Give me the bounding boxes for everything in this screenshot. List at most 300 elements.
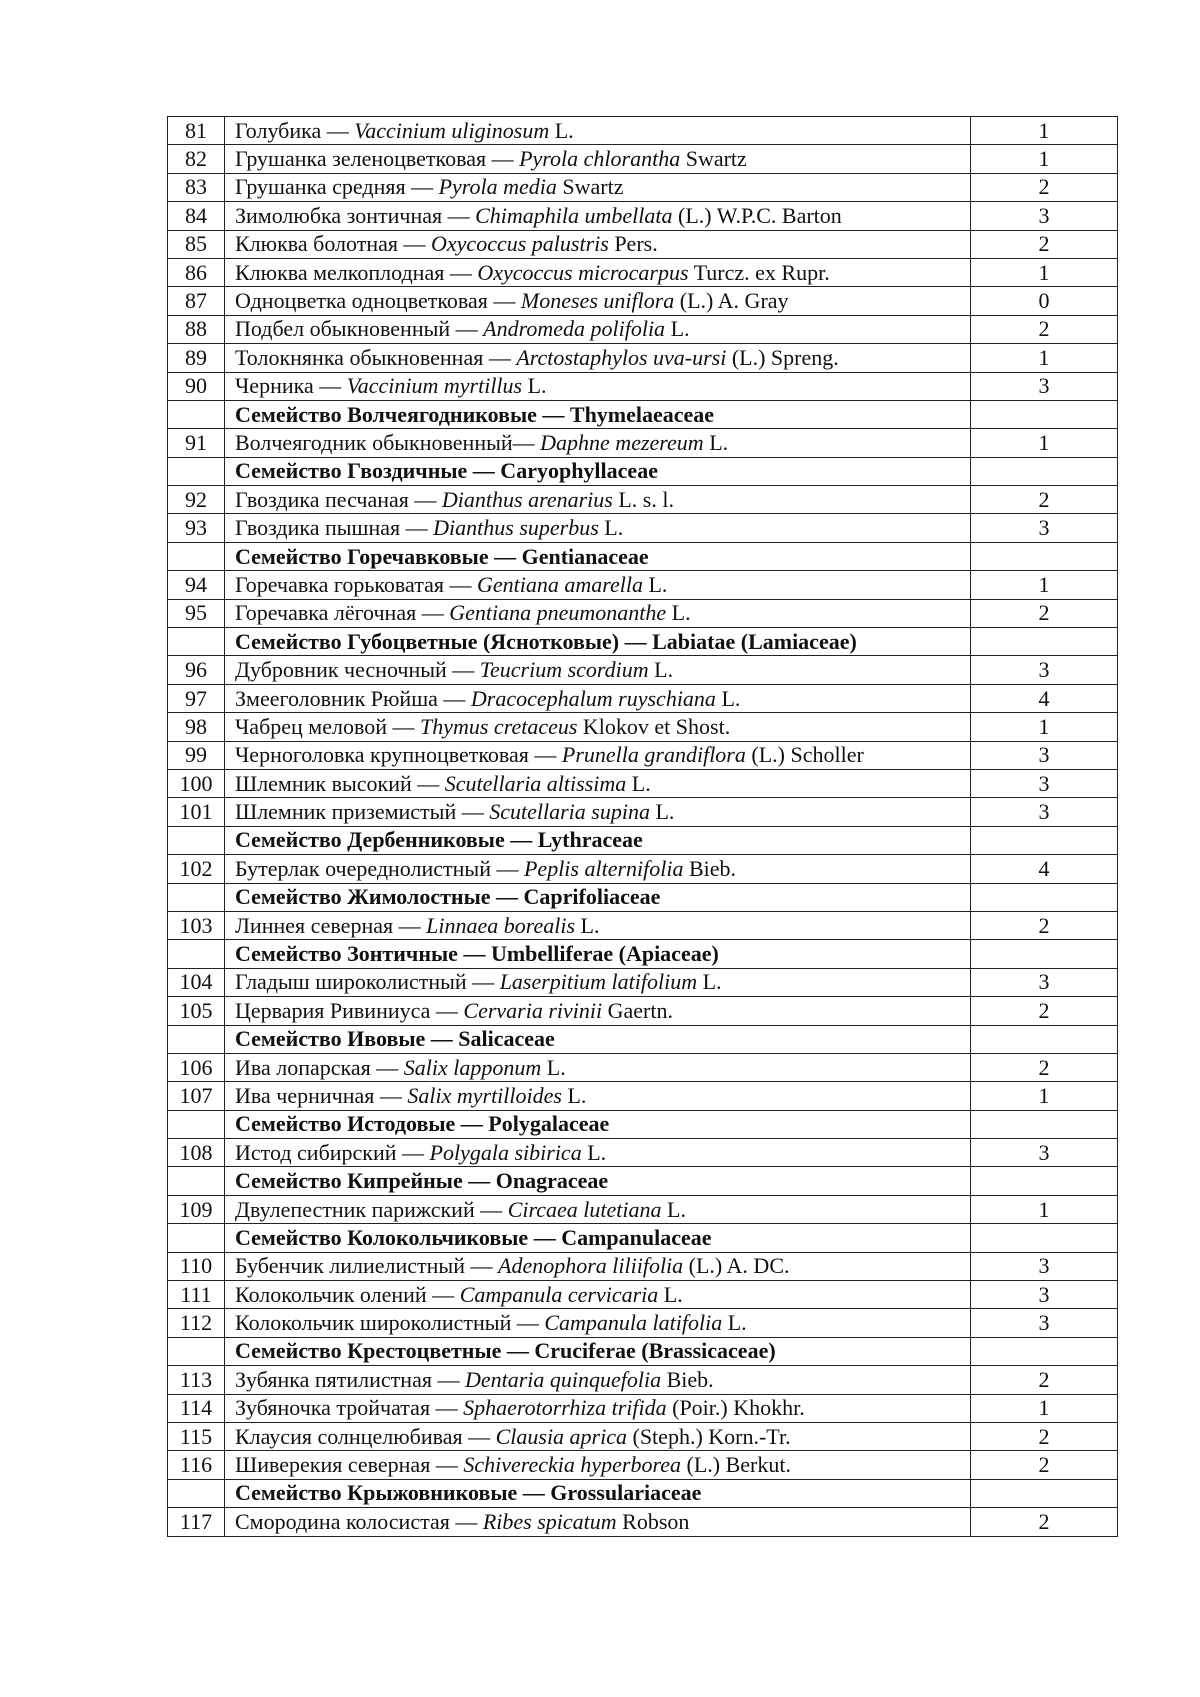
russian-name: Клаусия солнцелюбивая — [235,1423,496,1449]
family-header-row [168,457,1118,485]
russian-name: Черника — [235,373,347,399]
author-citation: Pers. [608,231,658,257]
species-name [225,344,971,372]
latin-name: Salix lapponum [403,1054,542,1080]
author-citation: Bieb. [683,855,737,881]
status-category: 2 [971,599,1118,627]
species-name [225,571,971,599]
row-number-cell [168,542,225,570]
species-row [168,1309,1118,1337]
row-number: 84 [168,202,225,230]
latin-name: Gentiana amarella [476,571,643,597]
russian-name: Голубика — [235,117,355,143]
status-category: 3 [971,741,1118,769]
species-name [225,1309,971,1337]
species-row [168,372,1118,400]
status-category: 2 [971,1366,1118,1394]
author-citation: L. [549,117,574,143]
species-name [225,1394,971,1422]
family-header-row [168,826,1118,854]
status-category: 2 [971,486,1118,514]
status-category: 1 [971,258,1118,286]
russian-name: Зубяночка тройчатая — [235,1395,464,1421]
family-header-row [168,940,1118,968]
author-citation: L. [648,657,674,683]
latin-name: Sphaerotorrhiza trifida [463,1395,667,1421]
status-category: 3 [971,514,1118,542]
species-row [168,230,1118,258]
status-category: 3 [971,769,1118,797]
species-row [168,713,1118,741]
family-name: Семейство Крыжовниковые — Grossulariaceae [225,1479,971,1507]
status-category: 4 [971,684,1118,712]
row-number: 115 [168,1422,225,1450]
latin-name: Peplis alternifolia [523,855,684,881]
row-number: 82 [168,145,225,173]
russian-name: Дубровник чесночный — [235,657,480,683]
status-category: 2 [971,1053,1118,1081]
family-name: Семейство Кипрейные — Onagraceae [225,1167,971,1195]
row-number: 97 [168,684,225,712]
status-category: 1 [971,1082,1118,1110]
status-category: 2 [971,230,1118,258]
latin-name: Chimaphila umbellata [475,202,673,228]
latin-name: Prunella grandiflora [561,742,746,768]
russian-name: Подбел обыкновенный — [235,316,484,342]
row-number-cell [168,457,225,485]
row-number-cell [168,1167,225,1195]
species-name [225,1422,971,1450]
latin-name: Teucrium scordium [479,657,649,683]
row-number: 109 [168,1195,225,1223]
status-category: 3 [971,968,1118,996]
author-citation: L. [661,1196,686,1222]
species-name [225,855,971,883]
species-row [168,117,1118,145]
latin-name: Dentaria quinquefolia [464,1366,662,1392]
family-name: Семейство Жимолостные — Caprifoliaceae [225,883,971,911]
latin-name: Dracocephalum ruyschiana [470,685,716,711]
family-header-row [168,1025,1118,1053]
species-name [225,968,971,996]
species-row [168,202,1118,230]
family-header-row [168,542,1118,570]
latin-name: Salix myrtilloides [407,1082,562,1108]
row-number: 98 [168,713,225,741]
status-category: 3 [971,656,1118,684]
species-name [225,486,971,514]
author-citation: (L.) W.P.C. Barton [672,202,842,228]
status-category: 1 [971,344,1118,372]
latin-name: Pyrola media [438,174,557,200]
russian-name: Шлемник высокий — [235,770,445,796]
russian-name: Волчеягодник обыкновенный— [235,429,541,455]
row-number: 101 [168,798,225,826]
category-cell [971,628,1118,656]
row-number: 102 [168,855,225,883]
row-number: 106 [168,1053,225,1081]
latin-name: Cervaria rivinii [463,997,603,1023]
family-header-row [168,1167,1118,1195]
russian-name: Колокольчик широколистный — [235,1310,545,1336]
russian-name: Грушанка средняя — [235,174,439,200]
latin-name: Dianthus superbus [433,515,599,541]
family-name: Семейство Губоцветные (Яснотковые) — Labiatae (Lamiaceae) [225,628,971,656]
species-name [225,287,971,315]
status-category: 1 [971,1195,1118,1223]
russian-name: Цервария Ривиниуса — [235,997,464,1023]
species-row [168,1082,1118,1110]
species-name [225,315,971,343]
status-category: 1 [971,1394,1118,1422]
row-number-cell [168,1337,225,1365]
author-citation: Robson [616,1508,690,1534]
status-category: 2 [971,1451,1118,1479]
species-row [168,145,1118,173]
russian-name: Бубенчик лилиелистный — [235,1253,498,1279]
row-number: 117 [168,1508,225,1536]
latin-name: Pyrola chlorantha [519,146,681,172]
species-row [168,1394,1118,1422]
row-number: 93 [168,514,225,542]
russian-name: Зимолюбка зонтичная — [235,202,476,228]
author-citation: L. [581,1139,607,1165]
row-number: 83 [168,173,225,201]
row-number-cell [168,883,225,911]
family-header-row [168,1337,1118,1365]
row-number: 116 [168,1451,225,1479]
russian-name: Зубянка пятилистная — [235,1366,465,1392]
family-name: Семейство Гвоздичные — Caryophyllaceae [225,457,971,485]
category-cell [971,1110,1118,1138]
row-number: 85 [168,230,225,258]
row-number: 108 [168,1139,225,1167]
author-citation: (L.) A. DC. [683,1253,790,1279]
status-category: 3 [971,372,1118,400]
species-name [225,1366,971,1394]
russian-name: Ива черничная — [235,1082,408,1108]
author-citation: Turcz. ex Rupr. [688,259,830,285]
row-number: 81 [168,117,225,145]
species-row [168,1053,1118,1081]
row-number-cell [168,826,225,854]
species-name [225,1053,971,1081]
status-category: 2 [971,911,1118,939]
status-category: 2 [971,997,1118,1025]
species-table-body [168,117,1118,1537]
russian-name: Черноголовка крупноцветковая — [235,742,562,768]
species-name [225,769,971,797]
status-category: 4 [971,855,1118,883]
author-citation: L. [722,1310,747,1336]
status-category: 3 [971,1139,1118,1167]
latin-name: Daphne mezereum [540,429,704,455]
row-number: 105 [168,997,225,1025]
species-row [168,769,1118,797]
author-citation: L. [642,571,668,597]
russian-name: Линнея северная — [235,912,427,938]
russian-name: Змееголовник Рюйша — [235,685,471,711]
status-category: 2 [971,173,1118,201]
russian-name: Ива лопарская — [235,1054,404,1080]
family-header-row [168,400,1118,428]
author-citation: L. [703,429,729,455]
species-name [225,1082,971,1110]
species-name [225,117,971,145]
row-number: 103 [168,911,225,939]
family-name: Семейство Горечавковые — Gentianaceae [225,542,971,570]
author-citation: Gaertn. [602,997,673,1023]
author-citation: Bieb. [661,1366,714,1392]
latin-name: Thymus cretaceus [419,713,578,739]
author-citation: L. [665,316,690,342]
russian-name: Одноцветка одноцветковая — [235,288,521,314]
row-number: 86 [168,258,225,286]
author-citation: L. [649,799,675,825]
category-cell [971,1167,1118,1195]
species-name [225,145,971,173]
author-citation: L. [522,373,547,399]
author-citation: L. s. l. [612,486,674,512]
russian-name: Горечавка лёгочная — [235,600,450,626]
species-name [225,684,971,712]
author-citation: Klokov et Shost. [577,713,731,739]
latin-name: Moneses uniflora [520,288,675,314]
author-citation: (Poir.) Khokhr. [666,1395,805,1421]
family-name: Семейство Зонтичные — Umbelliferae (Apiaceae) [225,940,971,968]
species-row [168,968,1118,996]
category-cell [971,1479,1118,1507]
species-name [225,599,971,627]
species-name [225,997,971,1025]
row-number-cell [168,628,225,656]
row-number: 99 [168,741,225,769]
row-number: 112 [168,1309,225,1337]
author-citation: L. [626,770,651,796]
russian-name: Горечавка горьковатая — [235,571,477,597]
species-row [168,684,1118,712]
species-name [225,656,971,684]
russian-name: Толокнянка обыкновенная — [235,344,517,370]
category-cell [971,457,1118,485]
russian-name: Двулепестник парижский — [235,1196,508,1222]
category-cell [971,542,1118,570]
species-name [225,429,971,457]
russian-name: Шлемник приземистый — [235,799,490,825]
row-number: 110 [168,1252,225,1280]
species-row [168,1422,1118,1450]
row-number-cell [168,1025,225,1053]
latin-name: Linnaea borealis [426,912,576,938]
latin-name: Laserpitium latifolium [499,969,698,995]
status-category: 1 [971,429,1118,457]
species-name [225,173,971,201]
author-citation: L. [658,1281,683,1307]
status-category: 3 [971,1309,1118,1337]
russian-name: Чабрец меловой — [235,713,420,739]
russian-name: Клюква мелкоплодная — [235,259,478,285]
category-cell [971,826,1118,854]
family-name: Семейство Истодовые — Polygalaceae [225,1110,971,1138]
species-row [168,1366,1118,1394]
latin-name: Andromeda polifolia [483,316,666,342]
author-citation: (Steph.) Korn.-Tr. [627,1423,791,1449]
author-citation: L. [541,1054,566,1080]
russian-name: Клюква болотная — [235,231,432,257]
latin-name: Scutellaria supina [489,799,650,825]
status-category: 2 [971,1508,1118,1536]
row-number: 104 [168,968,225,996]
species-row [168,315,1118,343]
russian-name: Истод сибирский — [235,1139,430,1165]
row-number: 95 [168,599,225,627]
row-number: 91 [168,429,225,457]
species-name [225,1451,971,1479]
status-category: 0 [971,287,1118,315]
status-category: 1 [971,713,1118,741]
species-name [225,911,971,939]
species-name [225,230,971,258]
species-row [168,1281,1118,1309]
species-row [168,997,1118,1025]
species-row [168,1451,1118,1479]
russian-name: Гвоздика пышная — [235,515,434,541]
species-name [225,202,971,230]
species-row [168,429,1118,457]
latin-name: Vaccinium uliginosum [354,117,550,143]
russian-name: Бутерлак очереднолистный — [235,855,524,881]
category-cell [971,1025,1118,1053]
species-name [225,514,971,542]
species-table [167,116,1118,1537]
author-citation: L. [561,1082,587,1108]
row-number: 94 [168,571,225,599]
row-number: 100 [168,769,225,797]
species-name [225,1139,971,1167]
author-citation: L. [697,969,722,995]
row-number: 113 [168,1366,225,1394]
row-number: 88 [168,315,225,343]
author-citation: (L.) Spreng. [726,344,839,370]
latin-name: Arctostaphylos uva-ursi [516,344,727,370]
row-number: 114 [168,1394,225,1422]
species-row [168,486,1118,514]
row-number: 107 [168,1082,225,1110]
row-number-cell [168,940,225,968]
species-name [225,372,971,400]
category-cell [971,400,1118,428]
latin-name: Dianthus arenarius [441,486,613,512]
author-citation: L. [598,515,624,541]
latin-name: Adenophora liliifolia [498,1253,684,1279]
russian-name: Колокольчик олений — [235,1281,460,1307]
species-row [168,911,1118,939]
latin-name: Oxycoccus palustris [431,231,609,257]
row-number: 87 [168,287,225,315]
species-row [168,287,1118,315]
family-header-row [168,883,1118,911]
species-row [168,741,1118,769]
russian-name: Шиверекия северная — [235,1452,464,1478]
species-name [225,1508,971,1536]
species-row [168,1139,1118,1167]
author-citation: L. [666,600,691,626]
category-cell [971,940,1118,968]
latin-name: Vaccinium myrtillus [346,373,523,399]
latin-name: Oxycoccus microcarpus [477,259,689,285]
species-name [225,1281,971,1309]
row-number-cell [168,1479,225,1507]
family-name: Семейство Волчеягодниковые — Thymelaeaceae [225,400,971,428]
species-row [168,514,1118,542]
latin-name: Gentiana pneumonanthe [449,600,667,626]
family-header-row [168,1224,1118,1252]
species-name [225,1195,971,1223]
author-citation: Swartz [680,146,747,172]
row-number: 89 [168,344,225,372]
status-category: 3 [971,1252,1118,1280]
family-header-row [168,628,1118,656]
status-category: 3 [971,1281,1118,1309]
author-citation: (L.) Berkut. [681,1452,791,1478]
latin-name: Polygala sibirica [429,1139,582,1165]
species-name [225,741,971,769]
author-citation: (L.) Scholler [745,742,864,768]
russian-name: Смородина колосистая — [235,1508,483,1534]
category-cell [971,1337,1118,1365]
species-row [168,1195,1118,1223]
latin-name: Scutellaria altissima [444,770,627,796]
russian-name: Грушанка зеленоцветковая — [235,146,520,172]
species-name [225,713,971,741]
species-name [225,258,971,286]
latin-name: Campanula latifolia [544,1310,723,1336]
status-category: 1 [971,145,1118,173]
species-row [168,571,1118,599]
species-row [168,1508,1118,1536]
family-header-row [168,1110,1118,1138]
status-category: 3 [971,798,1118,826]
row-number-cell [168,1110,225,1138]
status-category: 2 [971,1422,1118,1450]
row-number: 92 [168,486,225,514]
row-number: 96 [168,656,225,684]
category-cell [971,1224,1118,1252]
latin-name: Schivereckia hyperborea [463,1452,681,1478]
family-name: Семейство Дербенниковые — Lythraceae [225,826,971,854]
row-number: 111 [168,1281,225,1309]
category-cell [971,883,1118,911]
family-name: Семейство Колокольчиковые — Campanulaceae [225,1224,971,1252]
latin-name: Clausia aprica [495,1423,627,1449]
status-category: 2 [971,315,1118,343]
russian-name: Гвоздика песчаная — [235,486,442,512]
row-number: 90 [168,372,225,400]
species-row [168,344,1118,372]
latin-name: Ribes spicatum [482,1508,617,1534]
species-row [168,855,1118,883]
family-name: Семейство Ивовые — Salicaceae [225,1025,971,1053]
species-row [168,1252,1118,1280]
species-row [168,258,1118,286]
latin-name: Circaea lutetiana [507,1196,662,1222]
species-name [225,798,971,826]
status-category: 1 [971,571,1118,599]
species-row [168,173,1118,201]
family-name: Семейство Крестоцветные — Cruciferae (Brassicaceae) [225,1337,971,1365]
species-name [225,1252,971,1280]
author-citation: L. [575,912,600,938]
